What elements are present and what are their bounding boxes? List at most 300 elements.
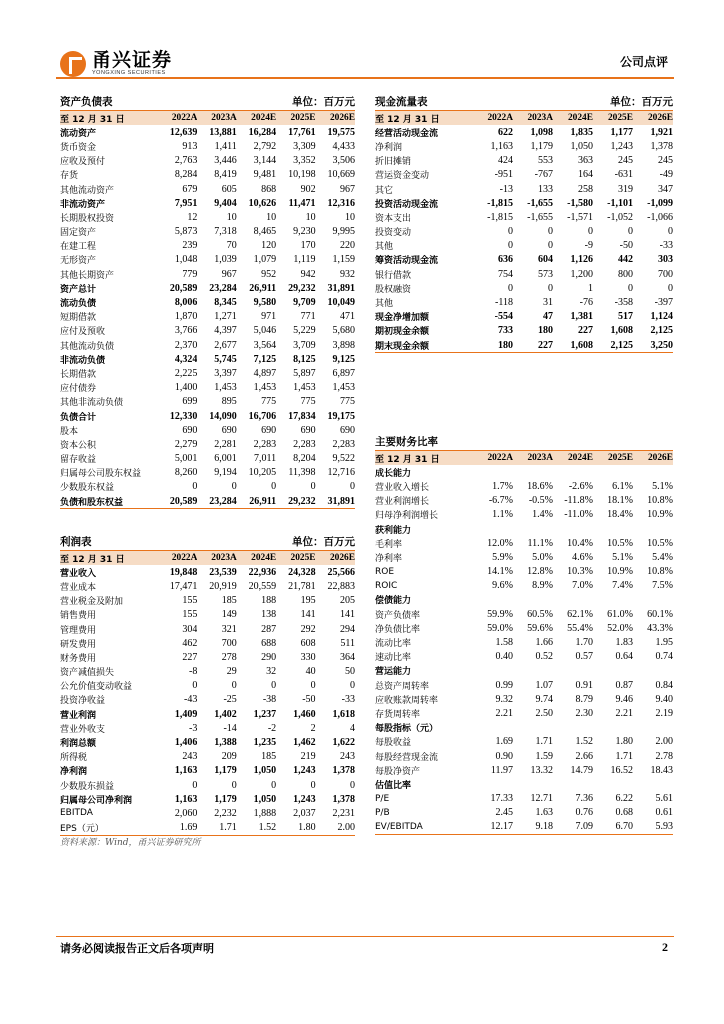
cell-value: 690 <box>300 424 316 436</box>
table-row <box>60 253 355 267</box>
row-label: EPS（元） <box>60 824 104 835</box>
cell-value: 1,271 <box>214 311 237 323</box>
cell-value: 9,194 <box>214 467 237 479</box>
cell-value: 5.93 <box>655 821 673 833</box>
table-row <box>60 764 355 778</box>
cell-value: 16.52 <box>610 764 633 776</box>
row-label: 财务费用 <box>60 653 97 664</box>
cell-value: 0 <box>192 680 198 692</box>
cell-value: 205 <box>340 595 355 607</box>
row-label: 每股经营现金流 <box>375 752 439 763</box>
cell-value: 19,175 <box>327 410 355 422</box>
cell-value: 4 <box>350 722 355 734</box>
row-label: 少数股东权益 <box>60 483 115 494</box>
cell-value: 14.1% <box>487 566 513 578</box>
cell-value: 10.5% <box>647 537 673 549</box>
cell-value: 20,919 <box>209 580 237 592</box>
cell-value: 2,037 <box>293 807 316 819</box>
table-row <box>375 692 673 706</box>
cell-value: 61.0% <box>607 608 633 620</box>
cell-value: 120 <box>261 240 277 252</box>
cell-value: -1,580 <box>567 197 593 209</box>
cell-value: 180 <box>498 339 513 351</box>
row-label: 营业收入增长 <box>375 482 430 493</box>
cell-value: 0 <box>231 680 237 692</box>
row-label: 净利润 <box>60 767 88 778</box>
row-label: P/B <box>375 807 390 818</box>
row-label: 归母净利润增长 <box>375 511 439 522</box>
header-year: 2025E <box>276 551 315 565</box>
table-row <box>375 792 673 806</box>
cell-value: 10.3% <box>567 566 593 578</box>
header-date-label: 至 12 月 31 日 <box>60 551 158 565</box>
cell-value: -14 <box>223 722 237 734</box>
row-label: 净利率 <box>375 553 403 564</box>
cell-value: 3,446 <box>214 155 237 167</box>
row-label: 成长能力 <box>375 468 412 479</box>
cell-value: 699 <box>182 396 198 408</box>
table-row <box>375 225 673 239</box>
table-header-row <box>375 111 673 125</box>
cell-value: 17,761 <box>288 126 316 138</box>
header-year: 2026E <box>316 111 355 125</box>
cell-value: -397 <box>654 297 673 309</box>
cell-value <box>553 664 593 678</box>
cell-value: 1,835 <box>570 126 593 138</box>
cell-value: 1.71 <box>615 750 633 762</box>
cell-value: 1.7% <box>492 480 513 492</box>
cell-value: 1,462 <box>293 737 316 749</box>
cell-value: 2.21 <box>495 707 513 719</box>
cell-value: 11.97 <box>490 764 513 776</box>
cell-value: 6,001 <box>214 453 237 465</box>
cell-value: 1.52 <box>575 736 593 748</box>
cell-value: -0.5% <box>528 495 553 507</box>
row-label: 负债合计 <box>60 412 97 423</box>
cell-value: 1,163 <box>174 793 198 805</box>
row-label: 投资变动 <box>375 228 412 239</box>
cell-value: 0 <box>668 282 673 294</box>
row-label: ROE <box>375 566 395 577</box>
header-date-label: 至 12 月 31 日 <box>375 451 473 465</box>
table-row <box>375 281 673 295</box>
cell-value: 9,522 <box>332 453 355 465</box>
cell-value: 10.8% <box>647 495 673 507</box>
cell-value: 17.33 <box>490 793 513 805</box>
cell-value: 3,309 <box>293 140 316 152</box>
cell-value: 23,284 <box>209 495 237 507</box>
cell-value: 1.63 <box>535 807 553 819</box>
row-label: 营业收入 <box>60 568 97 579</box>
cell-value: 553 <box>538 155 553 167</box>
cell-value: 754 <box>498 268 513 280</box>
header-year: 2026E <box>633 451 673 465</box>
row-label: 非流动资产 <box>60 199 106 210</box>
cell-value: 188 <box>261 595 277 607</box>
table-row <box>375 664 673 678</box>
cell-value: 1,406 <box>174 737 198 749</box>
cell-value <box>633 522 673 536</box>
cell-value: 180 <box>538 325 553 337</box>
cell-value: 12,316 <box>327 197 355 209</box>
table-row <box>60 381 355 395</box>
logo-name-cn: 甬兴证券 <box>92 49 173 71</box>
cell-value: 1,381 <box>570 311 593 323</box>
ratios-panel <box>375 433 673 835</box>
header-year: 2022A <box>473 111 513 125</box>
cell-value: 22,883 <box>327 580 355 592</box>
cell-value: 0 <box>271 481 277 493</box>
cell-value: 16,706 <box>248 410 277 422</box>
cell-value: 243 <box>340 751 355 763</box>
cell-value: 2.66 <box>575 750 593 762</box>
cell-value: 1,388 <box>214 737 237 749</box>
cell-value: 0 <box>350 779 355 791</box>
cell-value: 0.99 <box>495 679 513 691</box>
cell-value: 1.80 <box>298 822 316 834</box>
cell-value: 6.1% <box>612 480 633 492</box>
table-row <box>375 749 673 763</box>
cell-value: 10 <box>226 211 237 223</box>
cell-value: -49 <box>659 169 673 181</box>
cell-value: 1,243 <box>293 765 316 777</box>
cell-value: 185 <box>261 751 277 763</box>
cell-value: 14.79 <box>570 764 593 776</box>
cell-value: 1,243 <box>610 140 633 152</box>
table-row <box>60 806 355 820</box>
row-label: 归属母公司股东权益 <box>60 469 142 480</box>
table-row <box>60 409 355 423</box>
cell-value: -1,066 <box>647 211 673 223</box>
cell-value: 800 <box>618 268 633 280</box>
cell-value: 220 <box>340 240 355 252</box>
cell-value: 11,471 <box>288 197 316 209</box>
row-label: 在建工程 <box>60 242 97 253</box>
row-label: 资本支出 <box>375 213 412 224</box>
cell-value: 4.6% <box>572 551 593 563</box>
cell-value <box>553 721 593 735</box>
cell-value: 895 <box>221 396 237 408</box>
cell-value: 1,179 <box>214 793 237 805</box>
balance-sheet-panel <box>60 93 355 509</box>
cell-value: 20,589 <box>169 495 198 507</box>
cell-value: -2 <box>267 722 277 734</box>
table-row <box>60 565 355 579</box>
cell-value: 7.5% <box>652 580 673 592</box>
cell-value: 294 <box>340 623 355 635</box>
cell-value: 1,618 <box>332 708 355 720</box>
cell-value: 304 <box>182 623 198 635</box>
cell-value: 290 <box>261 651 277 663</box>
cell-value: 0 <box>508 240 513 252</box>
cell-value: 1,124 <box>650 311 673 323</box>
cell-value <box>593 664 633 678</box>
table-row <box>375 579 673 593</box>
row-label: 销售费用 <box>60 611 97 622</box>
cell-value: 868 <box>261 183 277 195</box>
table-row <box>60 210 355 224</box>
cell-value: 17,834 <box>288 410 316 422</box>
cell-value: 141 <box>300 609 316 621</box>
cell-value: 9.6% <box>492 580 513 592</box>
cell-value: 0 <box>548 226 553 238</box>
cell-value: 1,050 <box>253 793 277 805</box>
cell-value: 1.07 <box>535 679 553 691</box>
row-label: 流动比率 <box>375 639 412 650</box>
header-year: 2023A <box>197 551 236 565</box>
header-year: 2024E <box>553 111 593 125</box>
cell-value: 3,564 <box>253 339 277 351</box>
row-label: 资产负债率 <box>375 610 421 621</box>
cell-value: 319 <box>618 183 633 195</box>
table-header-row <box>60 111 355 125</box>
cell-value: -13 <box>499 183 513 195</box>
cell-value: 8,419 <box>214 169 237 181</box>
cell-value: 462 <box>182 637 198 649</box>
cell-value: 2,232 <box>214 807 237 819</box>
cell-value: -2.6% <box>568 480 593 492</box>
row-label: 投资净收益 <box>60 696 106 707</box>
table-row <box>60 366 355 380</box>
cell-value <box>593 522 633 536</box>
row-label: 其他 <box>375 299 394 310</box>
cell-value: 12,639 <box>169 126 198 138</box>
cell-value: 1,921 <box>650 126 673 138</box>
cell-value: 690 <box>261 424 277 436</box>
cell-value: 227 <box>578 325 593 337</box>
table-row <box>375 324 673 338</box>
cell-value: 2,763 <box>174 155 198 167</box>
logo-name-en: YONGXING SECURITIES <box>92 70 166 76</box>
cell-value: 245 <box>618 155 633 167</box>
table-row <box>60 636 355 650</box>
table-row <box>375 806 673 820</box>
row-label: 其他 <box>375 242 394 253</box>
cell-value: 0.90 <box>495 750 513 762</box>
row-label: 非流动负债 <box>60 355 106 366</box>
cell-value: 5,680 <box>332 325 355 337</box>
cell-value: 2,125 <box>650 325 673 337</box>
cell-value: 0 <box>668 226 673 238</box>
cell-value: -25 <box>223 694 237 706</box>
table-row <box>60 622 355 636</box>
cell-value: 0 <box>192 481 198 493</box>
row-label: 其它 <box>375 185 394 196</box>
cell-value: 700 <box>658 268 673 280</box>
row-label: 现金净增加额 <box>375 313 430 324</box>
table-row <box>375 479 673 493</box>
cell-value: 605 <box>221 183 237 195</box>
cell-value: 8,465 <box>253 226 277 238</box>
cell-value <box>473 465 513 479</box>
cell-value: 29,232 <box>288 282 316 294</box>
header-year: 2022A <box>158 551 197 565</box>
table-row <box>60 778 355 792</box>
cell-value: 2 <box>310 722 316 734</box>
table-row <box>375 338 673 353</box>
row-label: 存货 <box>60 171 79 182</box>
cell-value <box>593 777 633 791</box>
cell-value: -50 <box>302 694 316 706</box>
cell-value: 18.4% <box>607 509 633 521</box>
table-row <box>375 721 673 735</box>
cell-value <box>593 465 633 479</box>
cell-value: 185 <box>221 595 237 607</box>
cell-value <box>513 777 553 791</box>
cell-value: 8,345 <box>214 297 237 309</box>
header-year: 2024E <box>553 451 593 465</box>
row-label: 营运能力 <box>375 667 412 678</box>
row-label: 股本 <box>60 426 79 437</box>
cell-value: 0.61 <box>655 807 673 819</box>
row-label: 其他非流动负债 <box>60 398 124 409</box>
cell-value: 7,125 <box>253 353 277 365</box>
table-row <box>375 565 673 579</box>
cell-value: -1,815 <box>487 197 513 209</box>
row-label: 公允价值变动收益 <box>60 682 133 693</box>
cell-value: 517 <box>618 311 633 323</box>
cell-value: 1,453 <box>293 382 316 394</box>
cell-value: 7.09 <box>575 821 593 833</box>
cell-value: 1,119 <box>293 254 316 266</box>
cell-value: 5,229 <box>293 325 316 337</box>
row-label: 营业成本 <box>60 582 97 593</box>
table-row <box>60 452 355 466</box>
cell-value: 60.5% <box>527 608 553 620</box>
cell-value: 967 <box>221 268 237 280</box>
balance-table <box>60 111 355 509</box>
cell-value: 5.1% <box>612 551 633 563</box>
table-row <box>375 494 673 508</box>
cell-value: 1,098 <box>530 126 553 138</box>
header-year: 2022A <box>158 111 197 125</box>
table-row <box>375 239 673 253</box>
cell-value: 10,205 <box>248 467 277 479</box>
cell-value: 0.84 <box>655 679 673 691</box>
cell-value: 1,460 <box>293 708 316 720</box>
balance-title: 资产负债表 <box>60 96 113 108</box>
cell-value: 29 <box>226 666 237 678</box>
cell-value: 209 <box>221 751 237 763</box>
cell-value: 1,411 <box>214 140 237 152</box>
row-label: 速动比率 <box>375 653 412 664</box>
row-label: 估值比率 <box>375 780 412 791</box>
table-row <box>60 466 355 480</box>
cell-value: 1,159 <box>332 254 355 266</box>
cell-value: 1.4% <box>532 509 553 521</box>
cell-value: 227 <box>538 339 553 351</box>
row-label: 无形资产 <box>60 256 97 267</box>
cell-value: 967 <box>340 183 355 195</box>
header-year: 2025E <box>593 451 633 465</box>
row-label: 股权融资 <box>375 284 412 295</box>
cell-value: 771 <box>300 311 316 323</box>
cell-value: 292 <box>300 623 316 635</box>
table-row <box>375 182 673 196</box>
table-row <box>60 395 355 409</box>
header-year: 2023A <box>513 111 553 125</box>
cell-value: 2.00 <box>337 822 355 834</box>
cell-value: 9,995 <box>332 226 355 238</box>
table-row <box>375 125 673 139</box>
cell-value: 321 <box>221 623 237 635</box>
cell-value: 2.19 <box>655 707 673 719</box>
source-note: 资料来源：Wind，甬兴证券研究所 <box>60 838 201 848</box>
cell-value: 6,897 <box>332 367 355 379</box>
row-label: 应收账款周转率 <box>375 695 439 706</box>
cell-value: 62.1% <box>567 608 593 620</box>
cell-value: 3,506 <box>332 155 355 167</box>
cashflow-panel <box>375 93 673 353</box>
cell-value: 1,163 <box>490 140 513 152</box>
cell-value: 1,888 <box>253 807 277 819</box>
cell-value: 1,235 <box>253 737 277 749</box>
cell-value: 12.17 <box>490 821 513 833</box>
cell-value: 690 <box>221 424 237 436</box>
table-row <box>375 635 673 649</box>
cell-value: 5.4% <box>652 551 673 563</box>
table-row <box>60 267 355 281</box>
cell-value: 1,039 <box>214 254 237 266</box>
cell-value: -3 <box>189 722 198 734</box>
cell-value: 364 <box>340 651 355 663</box>
cell-value: -951 <box>494 169 513 181</box>
cell-value: 6.22 <box>615 793 633 805</box>
row-label: 总资产周转率 <box>375 681 430 692</box>
cell-value: 0 <box>231 779 237 791</box>
cell-value: 155 <box>182 595 198 607</box>
cell-value: 1,179 <box>530 140 553 152</box>
cell-value: 243 <box>182 751 198 763</box>
income-statement-panel <box>60 533 355 836</box>
cell-value: 1,177 <box>610 126 633 138</box>
row-label: 投资活动现金流 <box>375 199 439 210</box>
cell-value: 11,398 <box>288 467 316 479</box>
cell-value: 31 <box>543 297 553 309</box>
row-label: 短期借款 <box>60 313 97 324</box>
cell-value: 0.76 <box>575 807 593 819</box>
row-label: 营业税金及附加 <box>60 597 124 608</box>
cell-value: 70 <box>226 240 237 252</box>
cell-value <box>633 465 673 479</box>
row-label: 应付及预收 <box>60 327 106 338</box>
table-row <box>60 579 355 593</box>
table-row <box>375 607 673 621</box>
cell-value: 60.1% <box>647 608 673 620</box>
table-row <box>60 324 355 338</box>
page-number: 2 <box>662 940 668 954</box>
cell-value: 2,792 <box>253 140 277 152</box>
row-label: 每股净资产 <box>375 766 421 777</box>
cell-value: 18.43 <box>650 764 673 776</box>
header-year: 2023A <box>197 111 236 125</box>
cell-value: 5.9% <box>492 551 513 563</box>
cell-value: 18.1% <box>607 495 633 507</box>
table-row <box>60 281 355 295</box>
cell-value: 10 <box>266 211 277 223</box>
table-row <box>60 650 355 664</box>
row-label: EBITDA <box>60 808 93 819</box>
cell-value: 31,891 <box>327 282 355 294</box>
cell-value: 2.21 <box>615 707 633 719</box>
cell-value: 9,580 <box>253 297 277 309</box>
table-row <box>60 352 355 366</box>
cell-value: 149 <box>221 609 237 621</box>
cell-value: 3,352 <box>293 155 316 167</box>
cell-value: 31,891 <box>327 495 355 507</box>
cell-value: 1,622 <box>332 737 355 749</box>
table-header-row <box>60 551 355 565</box>
